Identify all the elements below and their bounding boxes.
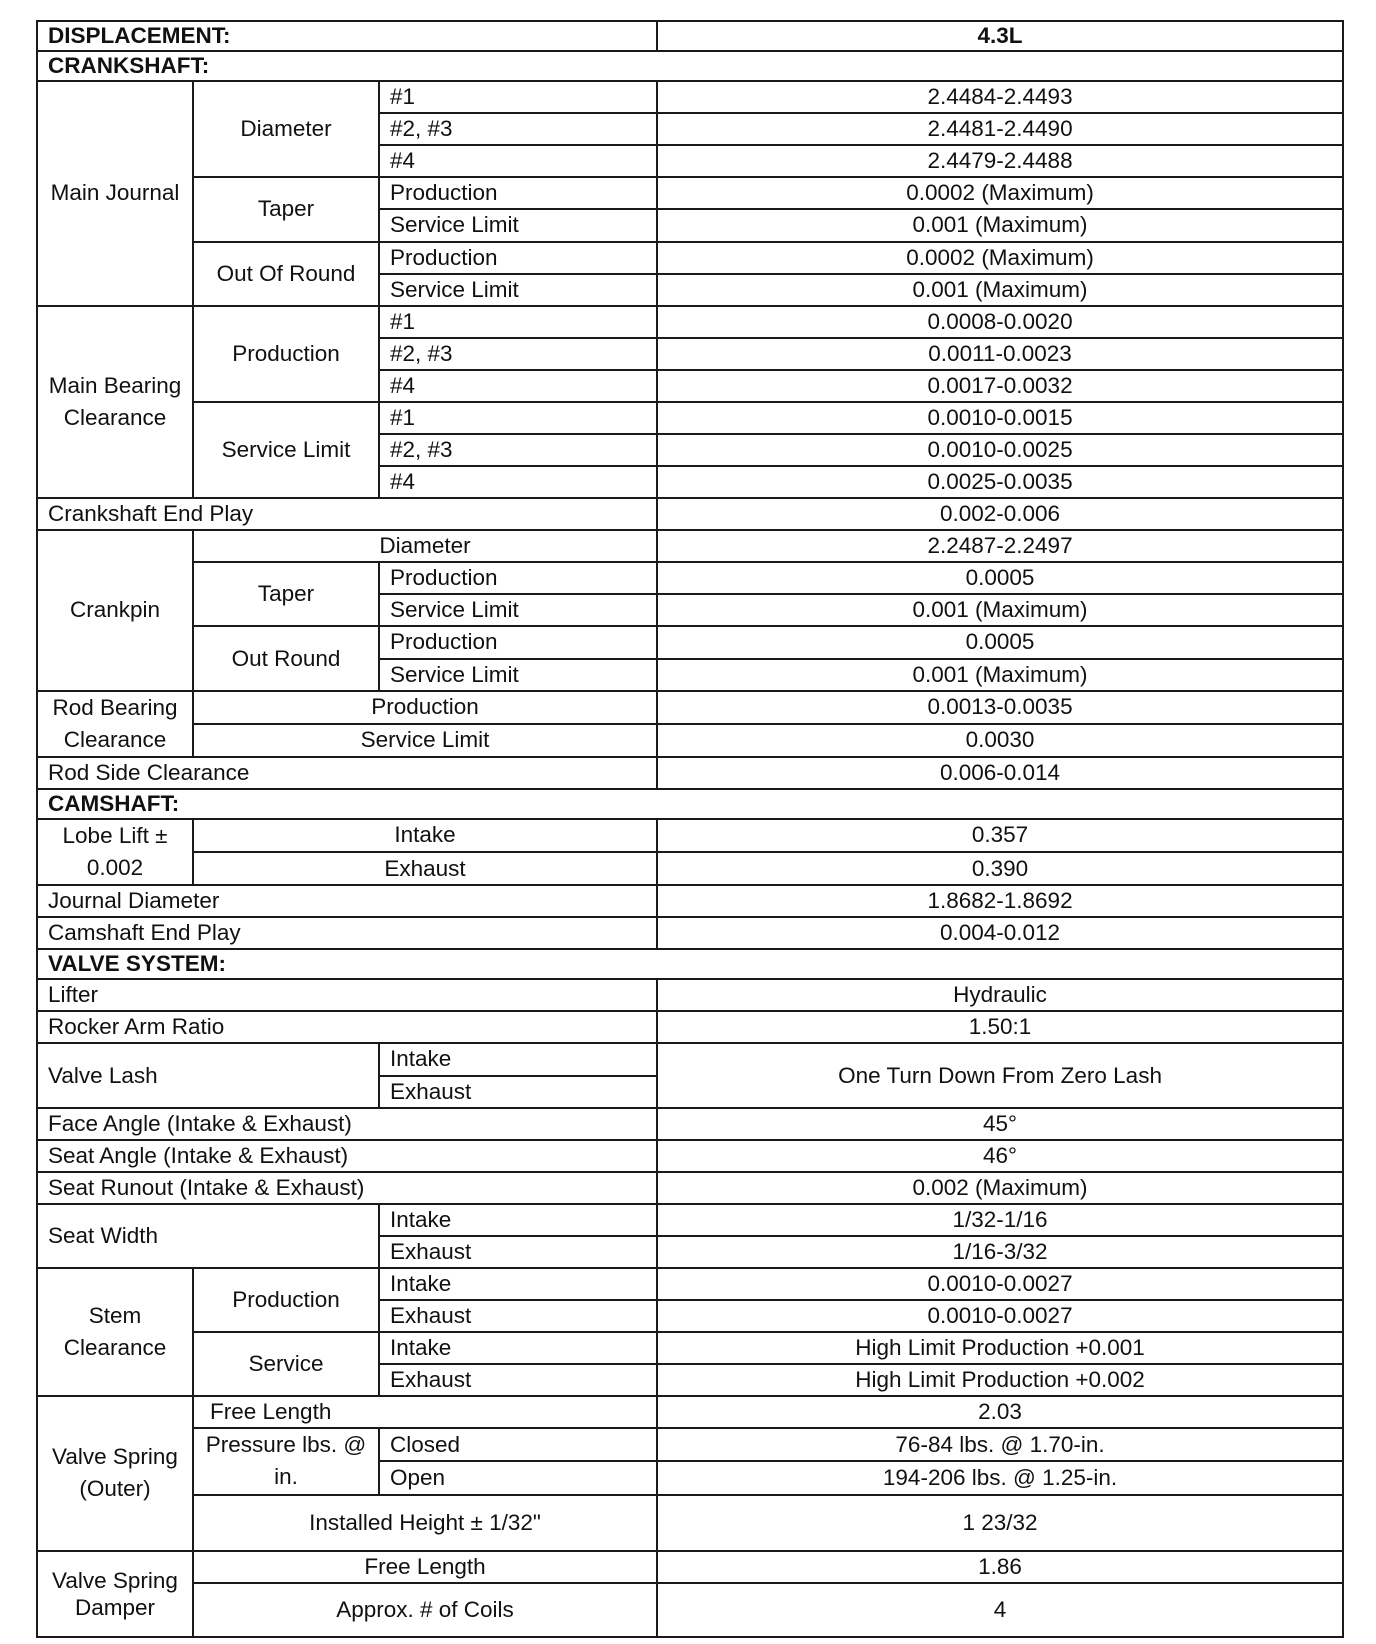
spec-value: 0.390 [657,852,1343,885]
sub-label: Exhaust [379,1300,657,1332]
sub-label: Exhaust [193,852,657,885]
table-row [37,1108,1343,1140]
spec-value: 2.2487-2.2497 [657,530,1343,562]
spec-value: 2.03 [657,1396,1343,1428]
table-row [37,1551,1343,1583]
pressure-label: Pressure lbs. @ in. [193,1428,379,1494]
spec-value: One Turn Down From Zero Lash [657,1043,1343,1107]
table-row [37,402,1343,434]
coils-label: Approx. # of Coils [193,1583,657,1637]
sub-label: Service Limit [379,594,657,626]
section-crankshaft [37,51,1343,81]
section-valve-system [37,949,1343,979]
spec-value: 0.0005 [657,562,1343,594]
taper-label: Taper [193,562,379,626]
crankshaft-end-play-label: Crankshaft End Play [37,498,657,530]
sub-label: Service Limit [379,274,657,306]
spec-value: 76-84 lbs. @ 1.70-in. [657,1428,1343,1461]
seat-width-label: Seat Width [37,1204,379,1268]
table-row [37,562,1343,594]
camshaft-end-play-label: Camshaft End Play [37,917,657,949]
seat-runout-label: Seat Runout (Intake & Exhaust) [37,1172,657,1204]
table-row [37,819,1343,852]
table-row [37,1043,1343,1075]
sub-label: Intake [379,1268,657,1300]
sub-label: Production [379,626,657,658]
table-row [37,724,1343,757]
sub-label: Service Limit [379,209,657,241]
spec-value: 1.8682-1.8692 [657,885,1343,917]
spec-value: 0.001 (Maximum) [657,659,1343,691]
diameter-label: Diameter [193,81,379,177]
spec-value: 0.006-0.014 [657,757,1343,789]
sub-label: Production [379,242,657,274]
spec-value: 194-206 lbs. @ 1.25-in. [657,1461,1343,1494]
sub-label: #1 [379,81,657,113]
spec-value: 46° [657,1140,1343,1172]
sub-label: Intake [379,1204,657,1236]
valve-system-heading: VALVE SYSTEM: [37,949,1343,979]
sub-label: #1 [379,402,657,434]
sub-label: Service Limit [193,724,657,757]
production-label: Production [193,306,379,402]
valve-lash-label: Valve Lash [37,1043,379,1107]
sub-label: Production [193,691,657,724]
table-row [37,1172,1343,1204]
rod-bearing-label: Rod Bearing Clearance [37,691,193,757]
spec-value: 1.50:1 [657,1011,1343,1043]
table-row [37,498,1343,530]
table-row [37,917,1343,949]
specifications-table [36,20,1344,1638]
taper-label: Taper [193,177,379,241]
spec-value: 45° [657,1108,1343,1140]
table-row [37,1396,1343,1428]
table-row [37,1495,1343,1551]
table-row [37,242,1343,274]
spec-value: High Limit Production +0.001 [657,1332,1343,1364]
sub-label: Intake [379,1043,657,1075]
table-row [37,1332,1343,1364]
table-row [37,1011,1343,1043]
sub-label: #2, #3 [379,113,657,145]
sub-label: Exhaust [379,1364,657,1396]
table-row [37,757,1343,789]
out-of-round-label: Out Of Round [193,242,379,306]
spec-value: 0.0010-0.0015 [657,402,1343,434]
spec-value: 1.86 [657,1551,1343,1583]
spec-value: 2.4479-2.4488 [657,145,1343,177]
sub-label: #4 [379,145,657,177]
lifter-label: Lifter [37,979,657,1011]
spec-value: 0.0017-0.0032 [657,370,1343,402]
sub-label: Exhaust [379,1236,657,1268]
spec-value: 1 23/32 [657,1495,1343,1551]
sub-label: Intake [379,1332,657,1364]
spec-value: 0.001 (Maximum) [657,274,1343,306]
section-camshaft [37,789,1343,819]
spec-value: 2.4484-2.4493 [657,81,1343,113]
sub-label: Service Limit [379,659,657,691]
journal-diameter-label: Journal Diameter [37,885,657,917]
table-row [37,530,1343,562]
spec-value: 0.001 (Maximum) [657,209,1343,241]
rocker-arm-ratio-label: Rocker Arm Ratio [37,1011,657,1043]
spec-value: 0.0002 (Maximum) [657,242,1343,274]
spec-value: 0.0010-0.0027 [657,1268,1343,1300]
spec-value: 0.001 (Maximum) [657,594,1343,626]
displacement-value: 4.3L [657,21,1343,51]
face-angle-label: Face Angle (Intake & Exhaust) [37,1108,657,1140]
spec-value: 0.0005 [657,626,1343,658]
spec-value: 0.004-0.012 [657,917,1343,949]
table-row [37,885,1343,917]
table-row [37,1583,1343,1637]
spec-value: 0.0002 (Maximum) [657,177,1343,209]
table-row [37,691,1343,724]
out-round-label: Out Round [193,626,379,690]
crankpin-diameter-label: Diameter [193,530,657,562]
sub-label: #2, #3 [379,434,657,466]
spec-value: 2.4481-2.4490 [657,113,1343,145]
spec-value: 0.002-0.006 [657,498,1343,530]
spec-value: 0.0008-0.0020 [657,306,1343,338]
spec-value: 0.0025-0.0035 [657,466,1343,498]
lobe-lift-label: Lobe Lift ± 0.002 [37,819,193,885]
sub-label: #1 [379,306,657,338]
table-row [37,306,1343,338]
spec-value: Hydraulic [657,979,1343,1011]
table-row [37,979,1343,1011]
seat-angle-label: Seat Angle (Intake & Exhaust) [37,1140,657,1172]
spec-value: 0.0011-0.0023 [657,338,1343,370]
production-label: Production [193,1268,379,1332]
sub-label: #4 [379,466,657,498]
spec-value: 0.002 (Maximum) [657,1172,1343,1204]
service-limit-label: Service Limit [193,402,379,498]
stem-clearance-label: Stem Clearance [37,1268,193,1396]
valve-spring-damper-label: Valve Spring Damper [37,1551,193,1637]
main-journal-label: Main Journal [37,81,193,306]
table-row [37,852,1343,885]
table-row [37,1204,1343,1236]
sub-label: Exhaust [379,1076,657,1108]
sub-label: Open [379,1461,657,1494]
spec-value: 0.0010-0.0027 [657,1300,1343,1332]
crankpin-label: Crankpin [37,530,193,690]
spec-value: 0.0030 [657,724,1343,757]
table-row [37,626,1343,658]
free-length-label: Free Length [193,1396,657,1428]
sub-label: #4 [379,370,657,402]
spec-value: High Limit Production +0.002 [657,1364,1343,1396]
spec-value: 1/16-3/32 [657,1236,1343,1268]
sub-label: Production [379,562,657,594]
free-length-label: Free Length [193,1551,657,1583]
camshaft-heading: CAMSHAFT: [37,789,1343,819]
spec-value: 1/32-1/16 [657,1204,1343,1236]
displacement-row [37,21,1343,51]
sub-label: Production [379,177,657,209]
installed-height-label: Installed Height ± 1/32" [193,1495,657,1551]
sub-label: #2, #3 [379,338,657,370]
sub-label: Closed [379,1428,657,1461]
spec-value: 4 [657,1583,1343,1637]
sub-label: Intake [193,819,657,852]
table-row [37,1428,1343,1461]
spec-value: 0.0010-0.0025 [657,434,1343,466]
table-row [37,177,1343,209]
crankshaft-heading: CRANKSHAFT: [37,51,1343,81]
table-row [37,1140,1343,1172]
spec-value: 0.357 [657,819,1343,852]
rod-side-clearance-label: Rod Side Clearance [37,757,657,789]
main-bearing-label: Main Bearing Clearance [37,306,193,498]
service-label: Service [193,1332,379,1396]
table-row [37,81,1343,113]
valve-spring-label: Valve Spring (Outer) [37,1396,193,1550]
spec-value: 0.0013-0.0035 [657,691,1343,724]
table-row [37,1268,1343,1300]
displacement-label: DISPLACEMENT: [37,21,657,51]
